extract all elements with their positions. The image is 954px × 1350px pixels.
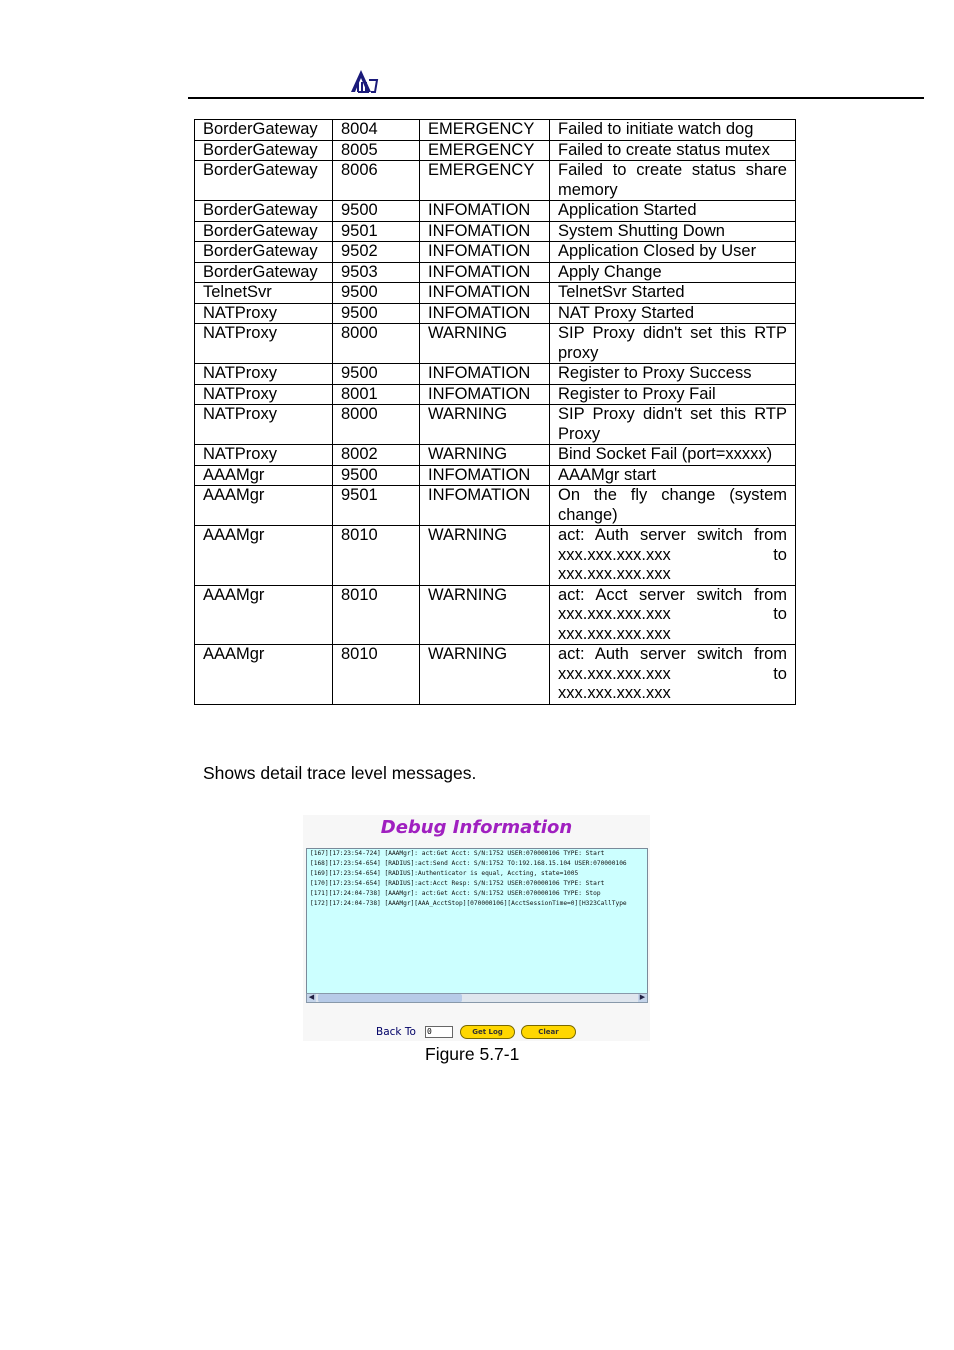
company-logo-icon bbox=[349, 68, 379, 94]
debug-information-figure bbox=[303, 815, 650, 1041]
code-cell: 8004 bbox=[333, 120, 420, 141]
description-cell: act: Auth server switch from xxx.xxx.xxx.xxx to xxx.xxx.xxx.xxx bbox=[550, 645, 796, 705]
table-row bbox=[195, 221, 796, 242]
severity-cell: INFOMATION bbox=[420, 465, 550, 486]
description-cell: Failed to initiate watch dog bbox=[550, 120, 796, 141]
code-cell: 8005 bbox=[333, 140, 420, 161]
description-cell: SIP Proxy didn't set this RTP proxy bbox=[550, 324, 796, 364]
log-line: [168][17:23:54-654] [RADIUS]:act:Send Acct: S/N:1752 TO:192.168.15.104 USER:070000106 bbox=[310, 860, 627, 867]
debug-title: Debug Information bbox=[380, 817, 573, 838]
severity-cell: INFOMATION bbox=[420, 221, 550, 242]
code-cell: 8010 bbox=[333, 645, 420, 705]
severity-cell: WARNING bbox=[420, 324, 550, 364]
module-cell: NATProxy bbox=[195, 384, 333, 405]
table-row bbox=[195, 283, 796, 304]
module-cell: NATProxy bbox=[195, 405, 333, 445]
horizontal-scrollbar[interactable] bbox=[306, 993, 648, 1003]
code-cell: 9500 bbox=[333, 364, 420, 385]
scroll-right-icon[interactable]: ▶ bbox=[639, 994, 646, 1001]
figure-caption: Figure 5.7-1 bbox=[425, 1044, 520, 1064]
table-row bbox=[195, 324, 796, 364]
description-cell: act: Auth server switch from xxx.xxx.xxx.xxx to xxx.xxx.xxx.xxx bbox=[550, 526, 796, 586]
get-log-button[interactable]: Get Log bbox=[460, 1025, 515, 1039]
code-cell: 8002 bbox=[333, 445, 420, 466]
code-cell: 8010 bbox=[333, 526, 420, 586]
module-cell: NATProxy bbox=[195, 445, 333, 466]
table-row bbox=[195, 262, 796, 283]
table-row bbox=[195, 161, 796, 201]
severity-cell: INFOMATION bbox=[420, 262, 550, 283]
description-cell: System Shutting Down bbox=[550, 221, 796, 242]
description-cell: Application Closed by User bbox=[550, 242, 796, 263]
log-line: [167][17:23:54-724] [AAAMgr]: act:Get Acct: S/N:1752 USER:070000106 TYPE: Start bbox=[310, 850, 605, 857]
header-rule bbox=[188, 97, 924, 99]
code-cell: 8006 bbox=[333, 161, 420, 201]
description-cell: Failed to create status mutex bbox=[550, 140, 796, 161]
module-cell: BorderGateway bbox=[195, 120, 333, 141]
severity-cell: INFOMATION bbox=[420, 303, 550, 324]
table-row bbox=[195, 120, 796, 141]
description-cell: Bind Socket Fail (port=xxxxx) bbox=[550, 445, 796, 466]
module-cell: NATProxy bbox=[195, 303, 333, 324]
severity-cell: WARNING bbox=[420, 526, 550, 586]
table-row bbox=[195, 242, 796, 263]
table-row bbox=[195, 526, 796, 586]
code-cell: 9502 bbox=[333, 242, 420, 263]
clear-button[interactable]: Clear bbox=[521, 1025, 576, 1039]
code-cell: 9500 bbox=[333, 465, 420, 486]
code-cell: 8001 bbox=[333, 384, 420, 405]
module-cell: NATProxy bbox=[195, 324, 333, 364]
severity-cell: INFOMATION bbox=[420, 201, 550, 222]
description-cell: On the fly change (system change) bbox=[550, 486, 796, 526]
description-cell: Application Started bbox=[550, 201, 796, 222]
code-cell: 9500 bbox=[333, 201, 420, 222]
module-cell: BorderGateway bbox=[195, 221, 333, 242]
body-paragraph: Shows detail trace level messages. bbox=[203, 763, 477, 783]
description-cell: Register to Proxy Fail bbox=[550, 384, 796, 405]
module-cell: BorderGateway bbox=[195, 242, 333, 263]
description-cell: SIP Proxy didn't set this RTP Proxy bbox=[550, 405, 796, 445]
code-cell: 8000 bbox=[333, 405, 420, 445]
severity-cell: WARNING bbox=[420, 645, 550, 705]
module-cell: AAAMgr bbox=[195, 465, 333, 486]
severity-cell: WARNING bbox=[420, 445, 550, 466]
severity-cell: INFOMATION bbox=[420, 283, 550, 304]
module-cell: AAAMgr bbox=[195, 585, 333, 645]
code-cell: 9501 bbox=[333, 486, 420, 526]
log-messages-table bbox=[194, 119, 796, 705]
description-cell: act: Acct server switch from xxx.xxx.xxx.xxx to xxx.xxx.xxx.xxx bbox=[550, 585, 796, 645]
severity-cell: WARNING bbox=[420, 405, 550, 445]
module-cell: BorderGateway bbox=[195, 201, 333, 222]
code-cell: 8010 bbox=[333, 585, 420, 645]
scroll-thumb[interactable] bbox=[318, 994, 462, 1002]
table-row bbox=[195, 303, 796, 324]
module-cell: BorderGateway bbox=[195, 140, 333, 161]
table-row bbox=[195, 465, 796, 486]
scroll-left-icon[interactable]: ◀ bbox=[308, 994, 315, 1001]
module-cell: BorderGateway bbox=[195, 262, 333, 283]
code-cell: 9501 bbox=[333, 221, 420, 242]
module-cell: AAAMgr bbox=[195, 486, 333, 526]
debug-log-output[interactable] bbox=[306, 848, 648, 1003]
log-line: [170][17:23:54-654] [RADIUS]:act:Acct Resp: S/N:1752 USER:070000106 TYPE: Start bbox=[310, 880, 605, 887]
description-cell: Register to Proxy Success bbox=[550, 364, 796, 385]
log-line: [172][17:24:04-738] [AAAMgr][AAA_AcctStop][070000106][AcctSessionTime=0][H323CallType bbox=[310, 900, 627, 907]
code-cell: 9500 bbox=[333, 303, 420, 324]
description-cell: AAAMgr start bbox=[550, 465, 796, 486]
code-cell: 8000 bbox=[333, 324, 420, 364]
severity-cell: EMERGENCY bbox=[420, 120, 550, 141]
table-row bbox=[195, 201, 796, 222]
back-to-label: Back To bbox=[376, 1026, 416, 1038]
module-cell: NATProxy bbox=[195, 364, 333, 385]
table-row bbox=[195, 486, 796, 526]
description-cell: TelnetSvr Started bbox=[550, 283, 796, 304]
table-row bbox=[195, 384, 796, 405]
table-row bbox=[195, 445, 796, 466]
log-line: [171][17:24:04-738] [AAAMgr]: act:Get Acct: S/N:1752 USER:070000106 TYPE: Stop bbox=[310, 890, 601, 897]
description-cell: Failed to create status share memory bbox=[550, 161, 796, 201]
code-cell: 9500 bbox=[333, 283, 420, 304]
severity-cell: INFOMATION bbox=[420, 364, 550, 385]
table-row bbox=[195, 364, 796, 385]
module-cell: BorderGateway bbox=[195, 161, 333, 201]
severity-cell: EMERGENCY bbox=[420, 161, 550, 201]
severity-cell: INFOMATION bbox=[420, 486, 550, 526]
back-to-input[interactable]: 0 bbox=[425, 1026, 453, 1038]
severity-cell: EMERGENCY bbox=[420, 140, 550, 161]
description-cell: Apply Change bbox=[550, 262, 796, 283]
severity-cell: INFOMATION bbox=[420, 384, 550, 405]
severity-cell: WARNING bbox=[420, 585, 550, 645]
module-cell: TelnetSvr bbox=[195, 283, 333, 304]
severity-cell: INFOMATION bbox=[420, 242, 550, 263]
description-cell: NAT Proxy Started bbox=[550, 303, 796, 324]
code-cell: 9503 bbox=[333, 262, 420, 283]
log-line: [169][17:23:54-654] [RADIUS]:Authenticator is equal, Accting, state=1005 bbox=[310, 870, 579, 877]
module-cell: AAAMgr bbox=[195, 526, 333, 586]
table-row bbox=[195, 585, 796, 645]
module-cell: AAAMgr bbox=[195, 645, 333, 705]
table-row bbox=[195, 405, 796, 445]
table-row bbox=[195, 140, 796, 161]
table-row bbox=[195, 645, 796, 705]
